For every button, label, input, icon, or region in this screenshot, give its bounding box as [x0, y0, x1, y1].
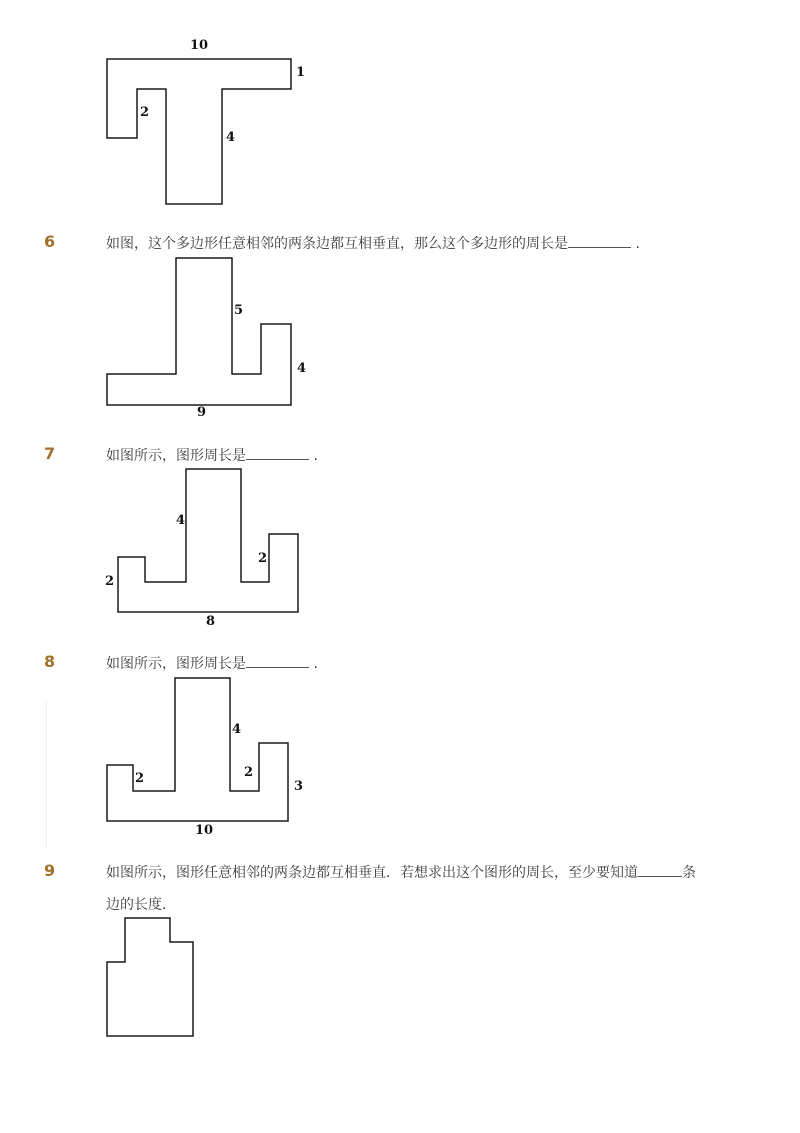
q5-label-right: 1 [296, 65, 306, 80]
q6-answer-blank[interactable] [568, 233, 631, 248]
q5-label-inner: 2 [140, 105, 150, 120]
q8-label-right: 3 [294, 779, 304, 794]
q7-answer-blank[interactable] [246, 445, 309, 460]
q7-label-tall: 4 [176, 513, 186, 528]
q6-label-height: 5 [234, 303, 244, 318]
q7-polygon [118, 469, 298, 612]
q7-label-bottom: 8 [206, 614, 216, 629]
q9-answer-blank[interactable] [638, 862, 682, 877]
q7-text-before: 如图所示，图形周长是 [106, 448, 246, 464]
q8-label-left: 2 [135, 771, 145, 786]
q5-label-top: 10 [190, 38, 209, 53]
q6-figure [0, 250, 800, 430]
q7-label-right: 2 [258, 551, 268, 566]
q8-figure [0, 670, 800, 845]
q6-number: 6 [44, 232, 56, 251]
q8-number: 8 [44, 652, 56, 671]
q8-text-after: . [313, 656, 318, 672]
q8-text-before: 如图所示，图形周长是 [106, 656, 246, 672]
q6-polygon [107, 258, 291, 405]
q9-number: 9 [44, 861, 56, 880]
q6-text-after: . [635, 236, 640, 252]
q9-text-before: 如图所示，图形任意相邻的两条边都互相垂直．若想求出这个图形的周长，至少要知道 [106, 865, 638, 881]
q7-text-after: . [313, 448, 318, 464]
q9-question-text-line2: 边的长度． [106, 897, 176, 913]
q9-polygon [107, 918, 193, 1036]
q7-figure [0, 460, 800, 635]
q9-text-after: 条 [682, 865, 696, 881]
q8-polygon [107, 678, 288, 821]
q5-t-shape [107, 59, 291, 204]
q6-label-right: 4 [297, 361, 307, 376]
q8-answer-blank[interactable] [246, 653, 309, 668]
q6-label-bottom: 9 [197, 405, 207, 420]
q6-text-before: 如图，这个多边形任意相邻的两条边都互相垂直，那么这个多边形的周长是 [106, 236, 568, 252]
q5-figure [0, 0, 800, 215]
q9-question-text-line1 [106, 862, 696, 882]
q7-number: 7 [44, 444, 56, 463]
q8-label-mid: 2 [244, 765, 254, 780]
q7-label-left: 2 [105, 574, 115, 589]
q8-label-bottom: 10 [195, 823, 214, 838]
q5-label-stem: 4 [226, 130, 236, 145]
q9-figure [0, 910, 800, 1045]
q8-label-tall: 4 [232, 722, 242, 737]
